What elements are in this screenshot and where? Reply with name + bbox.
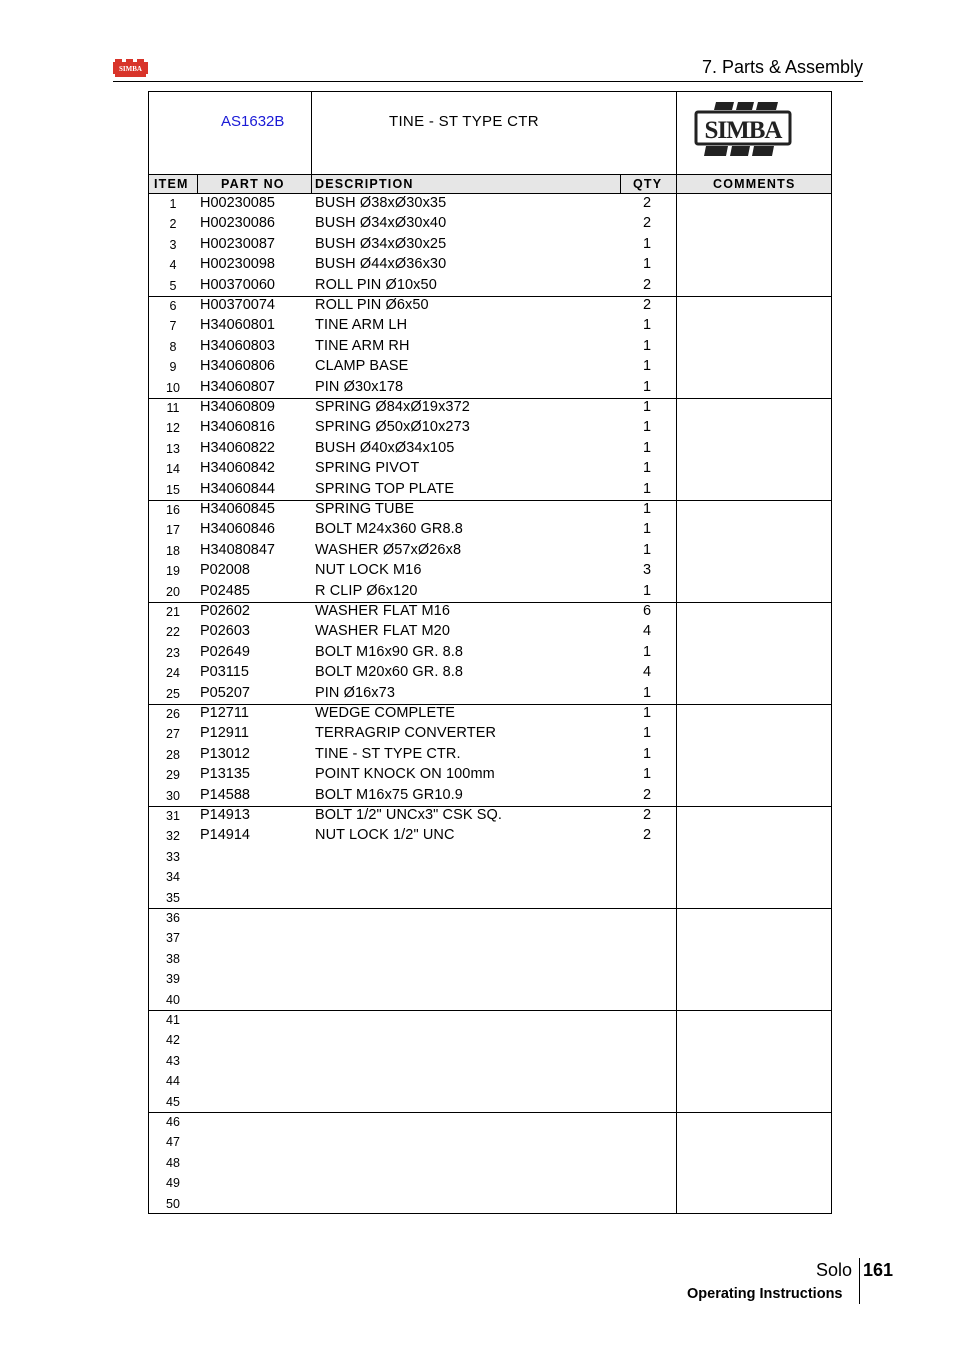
- row-item-number: 3: [169, 237, 177, 252]
- row-item-number: 39: [166, 972, 180, 987]
- row-item-number: 42: [166, 1033, 180, 1048]
- row-item-number: 34: [166, 870, 180, 885]
- table-row: [149, 255, 831, 275]
- row-quantity: 1: [643, 337, 652, 354]
- row-part-number: P02008: [200, 562, 250, 579]
- table-row: [149, 663, 831, 683]
- row-part-number: H34060822: [200, 439, 275, 456]
- table-row: [149, 1092, 831, 1112]
- row-item-number: 43: [166, 1053, 180, 1068]
- row-description: BUSH Ø44xØ36x30: [315, 256, 447, 273]
- row-quantity: 2: [643, 276, 652, 293]
- table-row: [149, 296, 831, 316]
- row-item-number: 28: [166, 747, 180, 762]
- row-part-number: H34080847: [200, 541, 275, 558]
- row-part-number: P02602: [200, 603, 250, 619]
- table-row: [149, 1051, 831, 1071]
- row-item-number: 11: [166, 401, 180, 415]
- row-part-number: P12711: [200, 705, 249, 721]
- row-description: BOLT M24x360 GR8.8: [315, 521, 463, 538]
- row-description: BOLT M20x60 GR. 8.8: [315, 664, 464, 681]
- row-item-number: 36: [166, 911, 180, 925]
- row-item-number: 16: [166, 503, 180, 517]
- row-item-number: 48: [166, 1155, 180, 1170]
- row-item-number: 17: [166, 523, 180, 538]
- table-row: [149, 745, 831, 765]
- row-item-number: 24: [166, 666, 180, 681]
- row-quantity: 1: [643, 643, 652, 660]
- footer-subtitle: Operating Instructions: [687, 1286, 843, 1302]
- table-row: [149, 561, 831, 581]
- table-row: [149, 643, 831, 663]
- row-item-number: 45: [166, 1094, 180, 1109]
- row-description: PIN Ø30x178: [315, 378, 404, 395]
- table-row: [149, 418, 831, 438]
- table-row: [149, 888, 831, 908]
- table-row: [149, 704, 831, 724]
- row-quantity: 1: [643, 235, 652, 252]
- table-row: [149, 1153, 831, 1173]
- row-part-number: H00370060: [200, 276, 275, 293]
- row-item-number: 6: [169, 299, 177, 313]
- row-quantity: 1: [643, 745, 652, 762]
- row-part-number: H00370074: [200, 297, 275, 313]
- table-row: [149, 1132, 831, 1152]
- col-description: DESCRIPTION: [315, 177, 414, 191]
- row-item-number: 21: [166, 605, 180, 619]
- row-item-number: 31: [166, 809, 180, 823]
- table-row: [149, 867, 831, 887]
- row-item-number: 7: [169, 319, 177, 334]
- row-quantity: 1: [643, 480, 652, 497]
- table-row: [149, 1194, 831, 1214]
- row-quantity: 1: [643, 684, 652, 701]
- row-description: TINE - ST TYPE CTR.: [315, 745, 461, 762]
- row-quantity: 1: [643, 705, 652, 721]
- row-part-number: P13012: [200, 745, 250, 762]
- row-quantity: 1: [643, 399, 652, 415]
- table-row: [149, 316, 831, 336]
- row-description: NUT LOCK M16: [315, 562, 422, 579]
- row-description: TINE ARM LH: [315, 317, 408, 334]
- column-header-row: [149, 174, 831, 194]
- row-item-number: 38: [166, 951, 180, 966]
- row-description: BOLT M16x90 GR. 8.8: [315, 643, 464, 660]
- row-quantity: 1: [643, 725, 652, 742]
- simba-logo: [694, 98, 794, 162]
- row-quantity: 6: [643, 603, 652, 619]
- row-item-number: 15: [166, 482, 180, 497]
- row-description: SPRING Ø84xØ19x372: [315, 399, 470, 415]
- row-description: BUSH Ø38xØ30x35: [315, 195, 447, 211]
- table-row: [149, 459, 831, 479]
- row-part-number: P02485: [200, 582, 250, 599]
- table-row: [149, 520, 831, 540]
- row-quantity: 1: [643, 460, 652, 477]
- row-description: WEDGE COMPLETE: [315, 705, 455, 721]
- table-row: [149, 826, 831, 846]
- col-comments: COMMENTS: [713, 177, 796, 191]
- row-description: BUSH Ø34xØ30x25: [315, 235, 447, 252]
- row-quantity: 2: [643, 215, 652, 232]
- row-item-number: 41: [166, 1013, 180, 1027]
- row-quantity: 2: [643, 807, 652, 823]
- row-quantity: 1: [643, 378, 652, 395]
- assembly-description: TINE - ST TYPE CTR: [389, 113, 539, 130]
- table-row: [149, 214, 831, 234]
- row-description: TINE ARM RH: [315, 337, 410, 354]
- col-part-no: PART NO: [221, 177, 285, 191]
- header-divider: [113, 81, 863, 82]
- table-row: [149, 378, 831, 398]
- row-item-number: 30: [166, 788, 180, 803]
- row-description: SPRING PIVOT: [315, 460, 420, 477]
- row-part-number: H34060846: [200, 521, 275, 538]
- row-quantity: 2: [643, 195, 652, 211]
- row-description: WASHER FLAT M16: [315, 603, 450, 619]
- table-row: [149, 622, 831, 642]
- table-row: [149, 357, 831, 377]
- row-item-number: 44: [166, 1074, 180, 1089]
- table-row: [149, 1010, 831, 1030]
- table-row: [149, 582, 831, 602]
- row-quantity: 2: [643, 297, 652, 313]
- row-item-number: 2: [169, 217, 177, 232]
- row-part-number: H00230085: [200, 195, 275, 211]
- table-row: [149, 684, 831, 704]
- row-part-number: P13135: [200, 766, 250, 783]
- row-description: WASHER FLAT M20: [315, 623, 450, 640]
- table-row: [149, 480, 831, 500]
- row-part-number: H00230087: [200, 235, 275, 252]
- row-description: BOLT 1/2" UNCx3" CSK SQ.: [315, 807, 503, 823]
- row-quantity: 1: [643, 541, 652, 558]
- row-quantity: 1: [643, 317, 652, 334]
- table-row: [149, 724, 831, 744]
- row-quantity: 1: [643, 521, 652, 538]
- row-part-number: H34060816: [200, 419, 275, 436]
- row-description: BUSH Ø40xØ34x105: [315, 439, 455, 456]
- row-item-number: 35: [166, 890, 180, 905]
- table-row: [149, 1112, 831, 1132]
- row-description: SPRING Ø50xØ10x273: [315, 419, 470, 436]
- row-part-number: H34060842: [200, 460, 275, 477]
- table-row: [149, 500, 831, 520]
- table-row: [149, 990, 831, 1010]
- row-part-number: P02649: [200, 643, 250, 660]
- table-row: [149, 765, 831, 785]
- parts-sheet: [148, 91, 832, 1214]
- row-item-number: 8: [169, 339, 177, 354]
- row-item-number: 18: [166, 543, 180, 558]
- table-row: [149, 235, 831, 255]
- page-section-title: 7. Parts & Assembly: [701, 57, 863, 77]
- table-row: [149, 337, 831, 357]
- row-description: R CLIP Ø6x120: [315, 582, 418, 599]
- row-quantity: 4: [643, 623, 652, 640]
- row-quantity: 1: [643, 256, 652, 273]
- assembly-number: AS1632B: [221, 113, 285, 130]
- header-logo-text: SIMBA: [119, 65, 142, 73]
- row-item-number: 14: [166, 462, 180, 477]
- row-part-number: H34060803: [200, 337, 275, 354]
- page-number: 161: [863, 1260, 894, 1280]
- row-part-number: P14588: [200, 786, 250, 803]
- table-row: [149, 541, 831, 561]
- row-part-number: H34060801: [200, 317, 275, 334]
- table-row: [149, 847, 831, 867]
- row-part-number: H34060845: [200, 501, 275, 517]
- row-item-number: 22: [166, 625, 180, 640]
- row-part-number: H34060807: [200, 378, 275, 395]
- table-row: [149, 194, 831, 214]
- product-name: Solo: [816, 1260, 853, 1280]
- col-qty: QTY: [633, 177, 663, 191]
- table-row: [149, 908, 831, 928]
- table-row: [149, 949, 831, 969]
- table-row: [149, 1071, 831, 1091]
- row-item-number: 12: [166, 421, 180, 436]
- row-description: ROLL PIN Ø6x50: [315, 297, 429, 313]
- row-part-number: H00230086: [200, 215, 275, 232]
- row-item-number: 5: [169, 278, 177, 293]
- row-item-number: 47: [166, 1135, 180, 1150]
- row-quantity: 1: [643, 419, 652, 436]
- row-part-number: P14913: [200, 807, 250, 823]
- row-part-number: H34060844: [200, 480, 275, 497]
- row-quantity: 3: [643, 562, 652, 579]
- table-row: [149, 439, 831, 459]
- row-description: BUSH Ø34xØ30x40: [315, 215, 447, 232]
- row-quantity: 1: [643, 358, 652, 375]
- table-row: [149, 276, 831, 296]
- row-item-number: 40: [166, 992, 180, 1007]
- row-item-number: 50: [166, 1196, 180, 1211]
- row-description: SPRING TOP PLATE: [315, 480, 455, 497]
- row-description: CLAMP BASE: [315, 358, 409, 375]
- row-description: POINT KNOCK ON 100mm: [315, 766, 495, 783]
- footer-divider: [859, 1258, 860, 1304]
- simba-logo-text: SIMBA: [704, 117, 782, 144]
- table-row: [149, 806, 831, 826]
- row-item-number: 13: [166, 441, 180, 456]
- row-item-number: 32: [166, 829, 180, 844]
- row-description: SPRING TUBE: [315, 501, 415, 517]
- table-row: [149, 1030, 831, 1050]
- row-quantity: 1: [643, 501, 652, 517]
- row-quantity: 2: [643, 827, 652, 844]
- assembly-info: [149, 92, 831, 174]
- table-row: [149, 1173, 831, 1193]
- row-item-number: 29: [166, 768, 180, 783]
- table-row: [149, 786, 831, 806]
- col-item: ITEM: [154, 177, 189, 191]
- row-description: WASHER Ø57xØ26x8: [315, 541, 462, 558]
- row-part-number: P12911: [200, 725, 249, 742]
- row-item-number: 10: [166, 380, 180, 395]
- row-item-number: 19: [166, 564, 180, 579]
- row-description: TERRAGRIP CONVERTER: [315, 725, 497, 742]
- row-item-number: 27: [166, 727, 180, 742]
- row-quantity: 1: [643, 766, 652, 783]
- row-item-number: 9: [169, 360, 177, 375]
- header-simba-logo: [113, 59, 148, 77]
- row-item-number: 46: [166, 1115, 180, 1129]
- row-item-number: 23: [166, 645, 180, 660]
- row-part-number: H34060809: [200, 399, 275, 415]
- row-item-number: 1: [169, 197, 177, 211]
- table-row: [149, 928, 831, 948]
- row-item-number: 33: [166, 849, 180, 864]
- table-row: [149, 969, 831, 989]
- row-part-number: P02603: [200, 623, 250, 640]
- row-item-number: 20: [166, 584, 180, 599]
- row-part-number: H34060806: [200, 358, 275, 375]
- row-description: PIN Ø16x73: [315, 684, 395, 701]
- row-item-number: 26: [166, 707, 180, 721]
- row-item-number: 4: [169, 258, 177, 273]
- row-quantity: 1: [643, 439, 652, 456]
- row-description: BOLT M16x75 GR10.9: [315, 786, 463, 803]
- table-row: [149, 602, 831, 622]
- row-quantity: 4: [643, 664, 652, 681]
- row-item-number: 37: [166, 931, 180, 946]
- row-description: NUT LOCK 1/2" UNC: [315, 827, 455, 844]
- row-quantity: 2: [643, 786, 652, 803]
- row-part-number: P14914: [200, 827, 250, 844]
- row-part-number: H00230098: [200, 256, 275, 273]
- row-quantity: 1: [643, 582, 652, 599]
- row-part-number: P05207: [200, 684, 250, 701]
- row-part-number: P03115: [200, 664, 249, 681]
- row-item-number: 49: [166, 1176, 180, 1191]
- table-row: [149, 398, 831, 418]
- row-description: ROLL PIN Ø10x50: [315, 276, 437, 293]
- row-item-number: 25: [166, 686, 180, 701]
